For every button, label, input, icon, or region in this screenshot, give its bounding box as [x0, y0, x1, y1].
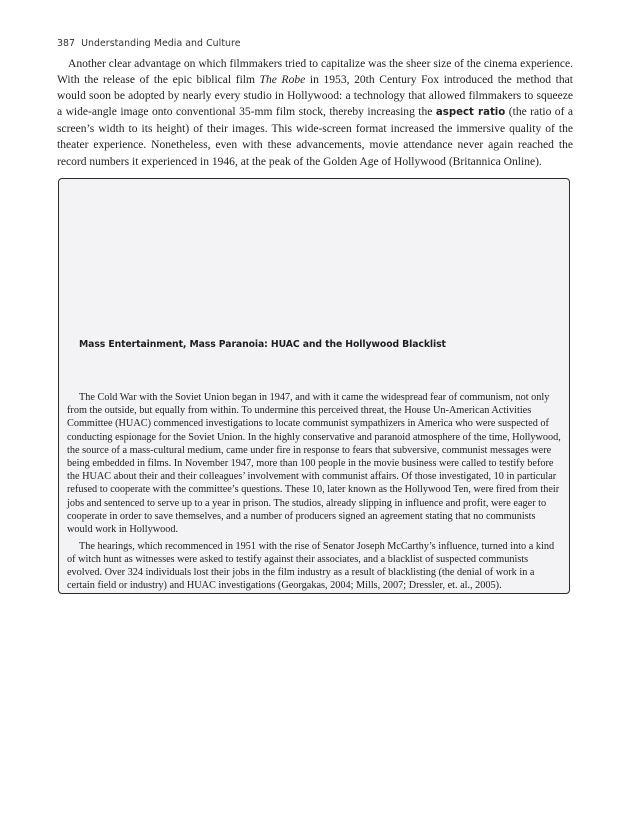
body-text-part-2: in 1953, 20th Century Fox introduced the method that would soon be adopted by nearly every studio in Hollywood: a technology that allowed filmmakers to squeeze a wide-angle image onto conventional 35-mm film stock, thereby increasing the	[57, 74, 573, 119]
feature-box	[58, 178, 570, 594]
body-paragraph	[57, 56, 573, 170]
feature-box-body	[67, 391, 561, 593]
book-title: Understanding Media and Culture	[81, 38, 241, 49]
feature-paragraph: The hearings, which recommenced in 1951 with the rise of Senator Joseph McCarthy’s influence, turned into a kind of witch hunt as witnesses were asked to testify against their associates, and a blacklist of suspected communists evolved. Over 324 individuals lost their jobs in the film industry as a result of blacklisting (the denial of work in a certain field or industry) and HUAC investigations (Georgakas, 2004; Mills, 2007; Dressler, et. al., 2005).	[67, 540, 555, 592]
key-term: aspect ratio	[435, 107, 506, 119]
body-text-part-1: Another clear advantage on which filmmakers tried to capitalize was the sheer size of the cinema experience. With the release of the epic biblical film	[57, 58, 573, 87]
film-title: The Robe	[259, 74, 306, 87]
feature-paragraph: The Cold War with the Soviet Union began in 1947, and with it came the widespread fear of communism, not only from the outside, but equally from within. To undermine this perceived threat, the House Un-American Activities Committee (HUAC) commenced investigations to locate communist sympathizers in America who were suspected of conducting espionage for the Soviet Union. In the highly conservative and paranoid atmosphere of the time, Hollywood, the source of a mass-cultural medium, came under fire in response to fears that subversive, communist messages were being embedded in films. In November 1947, more than 100 people in the movie business were called to testify before the HUAC about their and their colleagues’ involvement with communist affairs. Of those investigated, 10 in particular refused to cooperate with the committee’s questions. These 10, later known as the Hollywood Ten, were fired from their jobs and sentenced to serve up to a year in prison. The studios, already slipping in influence and profit, were eager to cooperate in order to save themselves, and a number of producers signed an agreement stating that no communists would work in Hollywood.	[67, 392, 561, 536]
page-number: 387	[57, 38, 76, 49]
page-header	[57, 38, 241, 49]
feature-box-title: Mass Entertainment, Mass Paranoia: HUAC and the Hollywood Blacklist	[79, 339, 446, 350]
body-text-part-3: (the ratio of a screen’s width to its height) of their images. This wide-screen format increased the immersive quality of the theater experience. Nonetheless, even with these advancements, movie attendance never again reached the record numbers it experienced in 1946, at the peak of the Golden Age of Hollywood (Britannica Online).	[57, 106, 573, 168]
